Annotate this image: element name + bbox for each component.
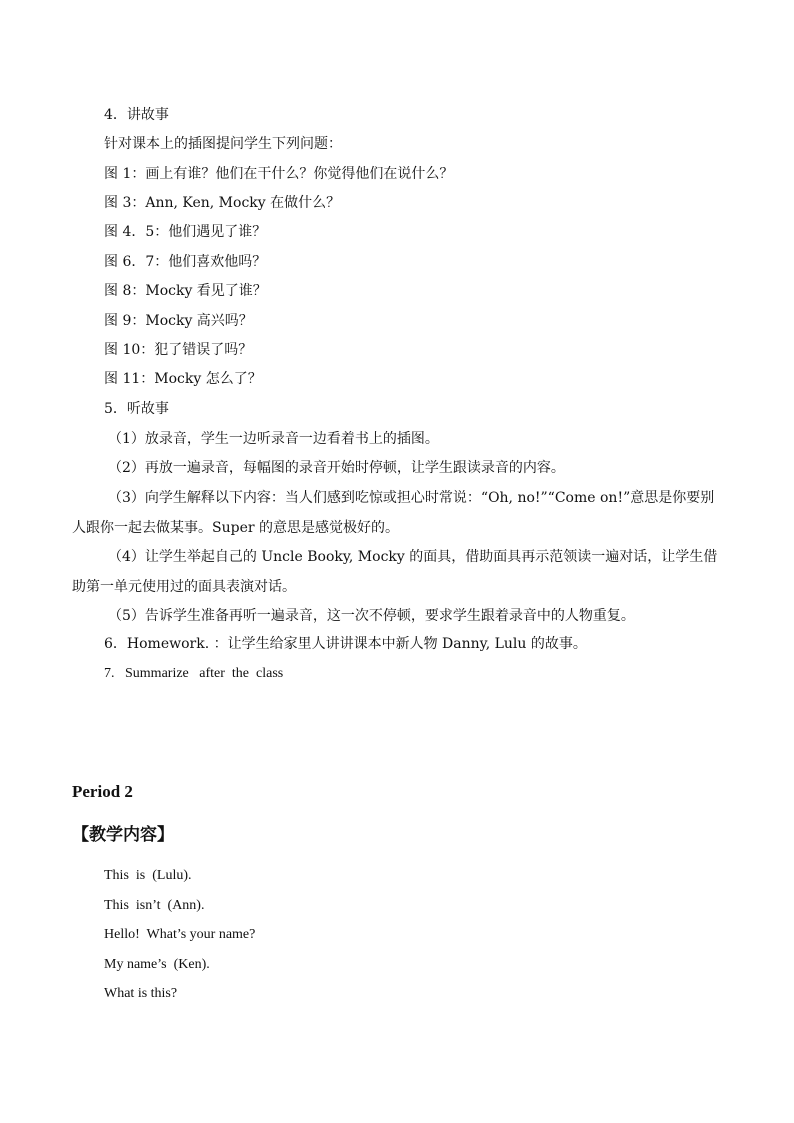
question-item: 图 3：Ann, Ken, Mocky 在做什么？ (104, 195, 341, 211)
sentence-item: This isn’t (Ann). (104, 898, 205, 913)
sentence-item: This is (Lulu). (104, 868, 192, 883)
question-item: 图 1：画上有谁？他们在干什么？你觉得他们在说什么？ (104, 166, 454, 182)
step-item: （3）向学生解释以下内容：当人们感到吃惊或担心时常说：“Oh, no!”“Come on!”意思是你要别人跟你一起去做某事。Super 的意思是感觉极好的。 (72, 490, 715, 536)
step-item: （5）告诉学生准备再听一遍录音，这一次不停顿，要求学生跟着录音中的人物重复。 (108, 608, 635, 624)
sentence-item: My name’s (Ken). (104, 957, 210, 972)
step-item: （1）放录音，学生一边听录音一边看着书上的插图。 (108, 431, 439, 447)
step-item: （2）再放一遍录音，每幅图的录音开始时停顿，让学生跟读录音的内容。 (108, 460, 565, 476)
section-7-summarize: 7. Summarize after the class (104, 666, 284, 681)
question-item: 图 11：Mocky 怎么了？ (104, 371, 262, 387)
question-item: 图 9：Mocky 高兴吗？ (104, 313, 253, 329)
sentence-item: Hello! What’s your name? (104, 927, 256, 942)
question-item: 图 4．5：他们遇见了谁？ (104, 224, 267, 240)
question-item: 图 6．7：他们喜欢他吗？ (104, 254, 267, 270)
sentence-item: What is this? (104, 986, 178, 1001)
step-item: （4）让学生举起自己的 Uncle Booky, Mocky 的面具，借助面具再示范领读一遍对话，让学生借助第一单元使用过的面具表演对话。 (72, 549, 718, 595)
section-6-homework: 6．Homework. ：让学生给家里人讲讲课本中新人物 Danny, Lulu 的故事。 (104, 636, 587, 652)
question-item: 图 10：犯了错误了吗？ (104, 342, 253, 358)
question-item: 图 8：Mocky 看见了谁？ (104, 283, 267, 299)
period-title: Period 2 (72, 782, 133, 801)
section-4-title: 4．讲故事 (104, 107, 169, 123)
content-heading: 【教学内容】 (72, 825, 174, 845)
section-5-title: 5．听故事 (104, 401, 169, 417)
section-4-intro: 针对课本上的插图提问学生下列问题： (104, 136, 342, 152)
